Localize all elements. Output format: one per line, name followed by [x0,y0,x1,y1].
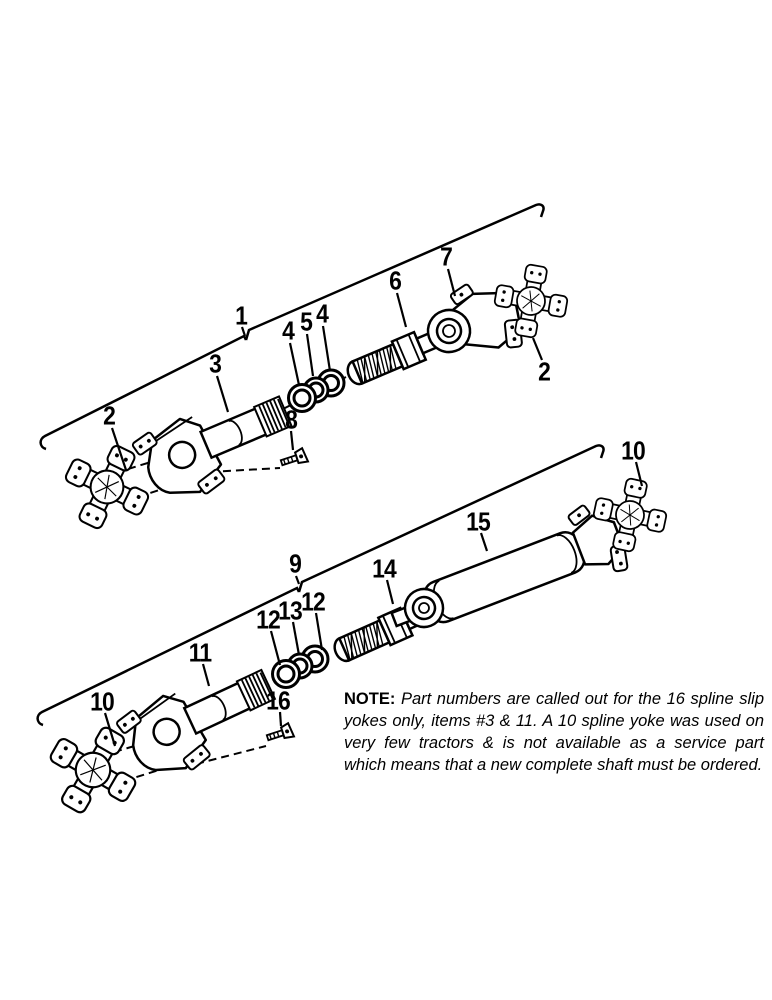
lock-screw-lower [265,723,294,745]
upper-shaft-assembly [41,204,572,537]
note-text: Part numbers are called out for the 16 spline slip yokes only, items #3 & 11. A 10 spline yoke was used on very few tractors & is not available as a service part which means that a new complete shaft must be ordered. [344,690,764,774]
callout-6: 6 [389,265,401,296]
callout-5: 5 [300,306,312,337]
callout-7: 7 [440,241,452,272]
slip-tube-lower [380,496,633,654]
callout-4-left: 4 [282,315,294,346]
slip-yoke-shaft-lower [114,654,288,792]
u-joint-cross-left-lower [38,715,149,826]
callout-8: 8 [285,404,297,435]
callout-14: 14 [372,553,396,584]
bearing-yoke-upper [417,271,529,373]
callout-16: 16 [266,685,290,716]
callout-10-left: 10 [90,686,114,717]
retaining-rings-lower [273,646,329,688]
callout-1: 1 [235,300,247,331]
lock-screw-upper [279,448,308,470]
callout-12-left: 12 [256,604,280,635]
callout-11: 11 [188,637,212,668]
slip-yoke-shaft-upper [130,380,303,514]
note-paragraph [344,689,764,777]
callout-10-right: 10 [621,435,645,466]
callout-2-left: 2 [103,400,115,431]
callout-4-right: 4 [316,298,328,329]
callout-12-right: 12 [301,586,325,617]
callout-3: 3 [209,348,221,379]
note-label: NOTE: [344,690,396,708]
callout-15: 15 [466,506,490,537]
callout-9: 9 [289,548,301,579]
callout-2-right: 2 [538,356,550,387]
callout-13: 13 [278,595,302,626]
